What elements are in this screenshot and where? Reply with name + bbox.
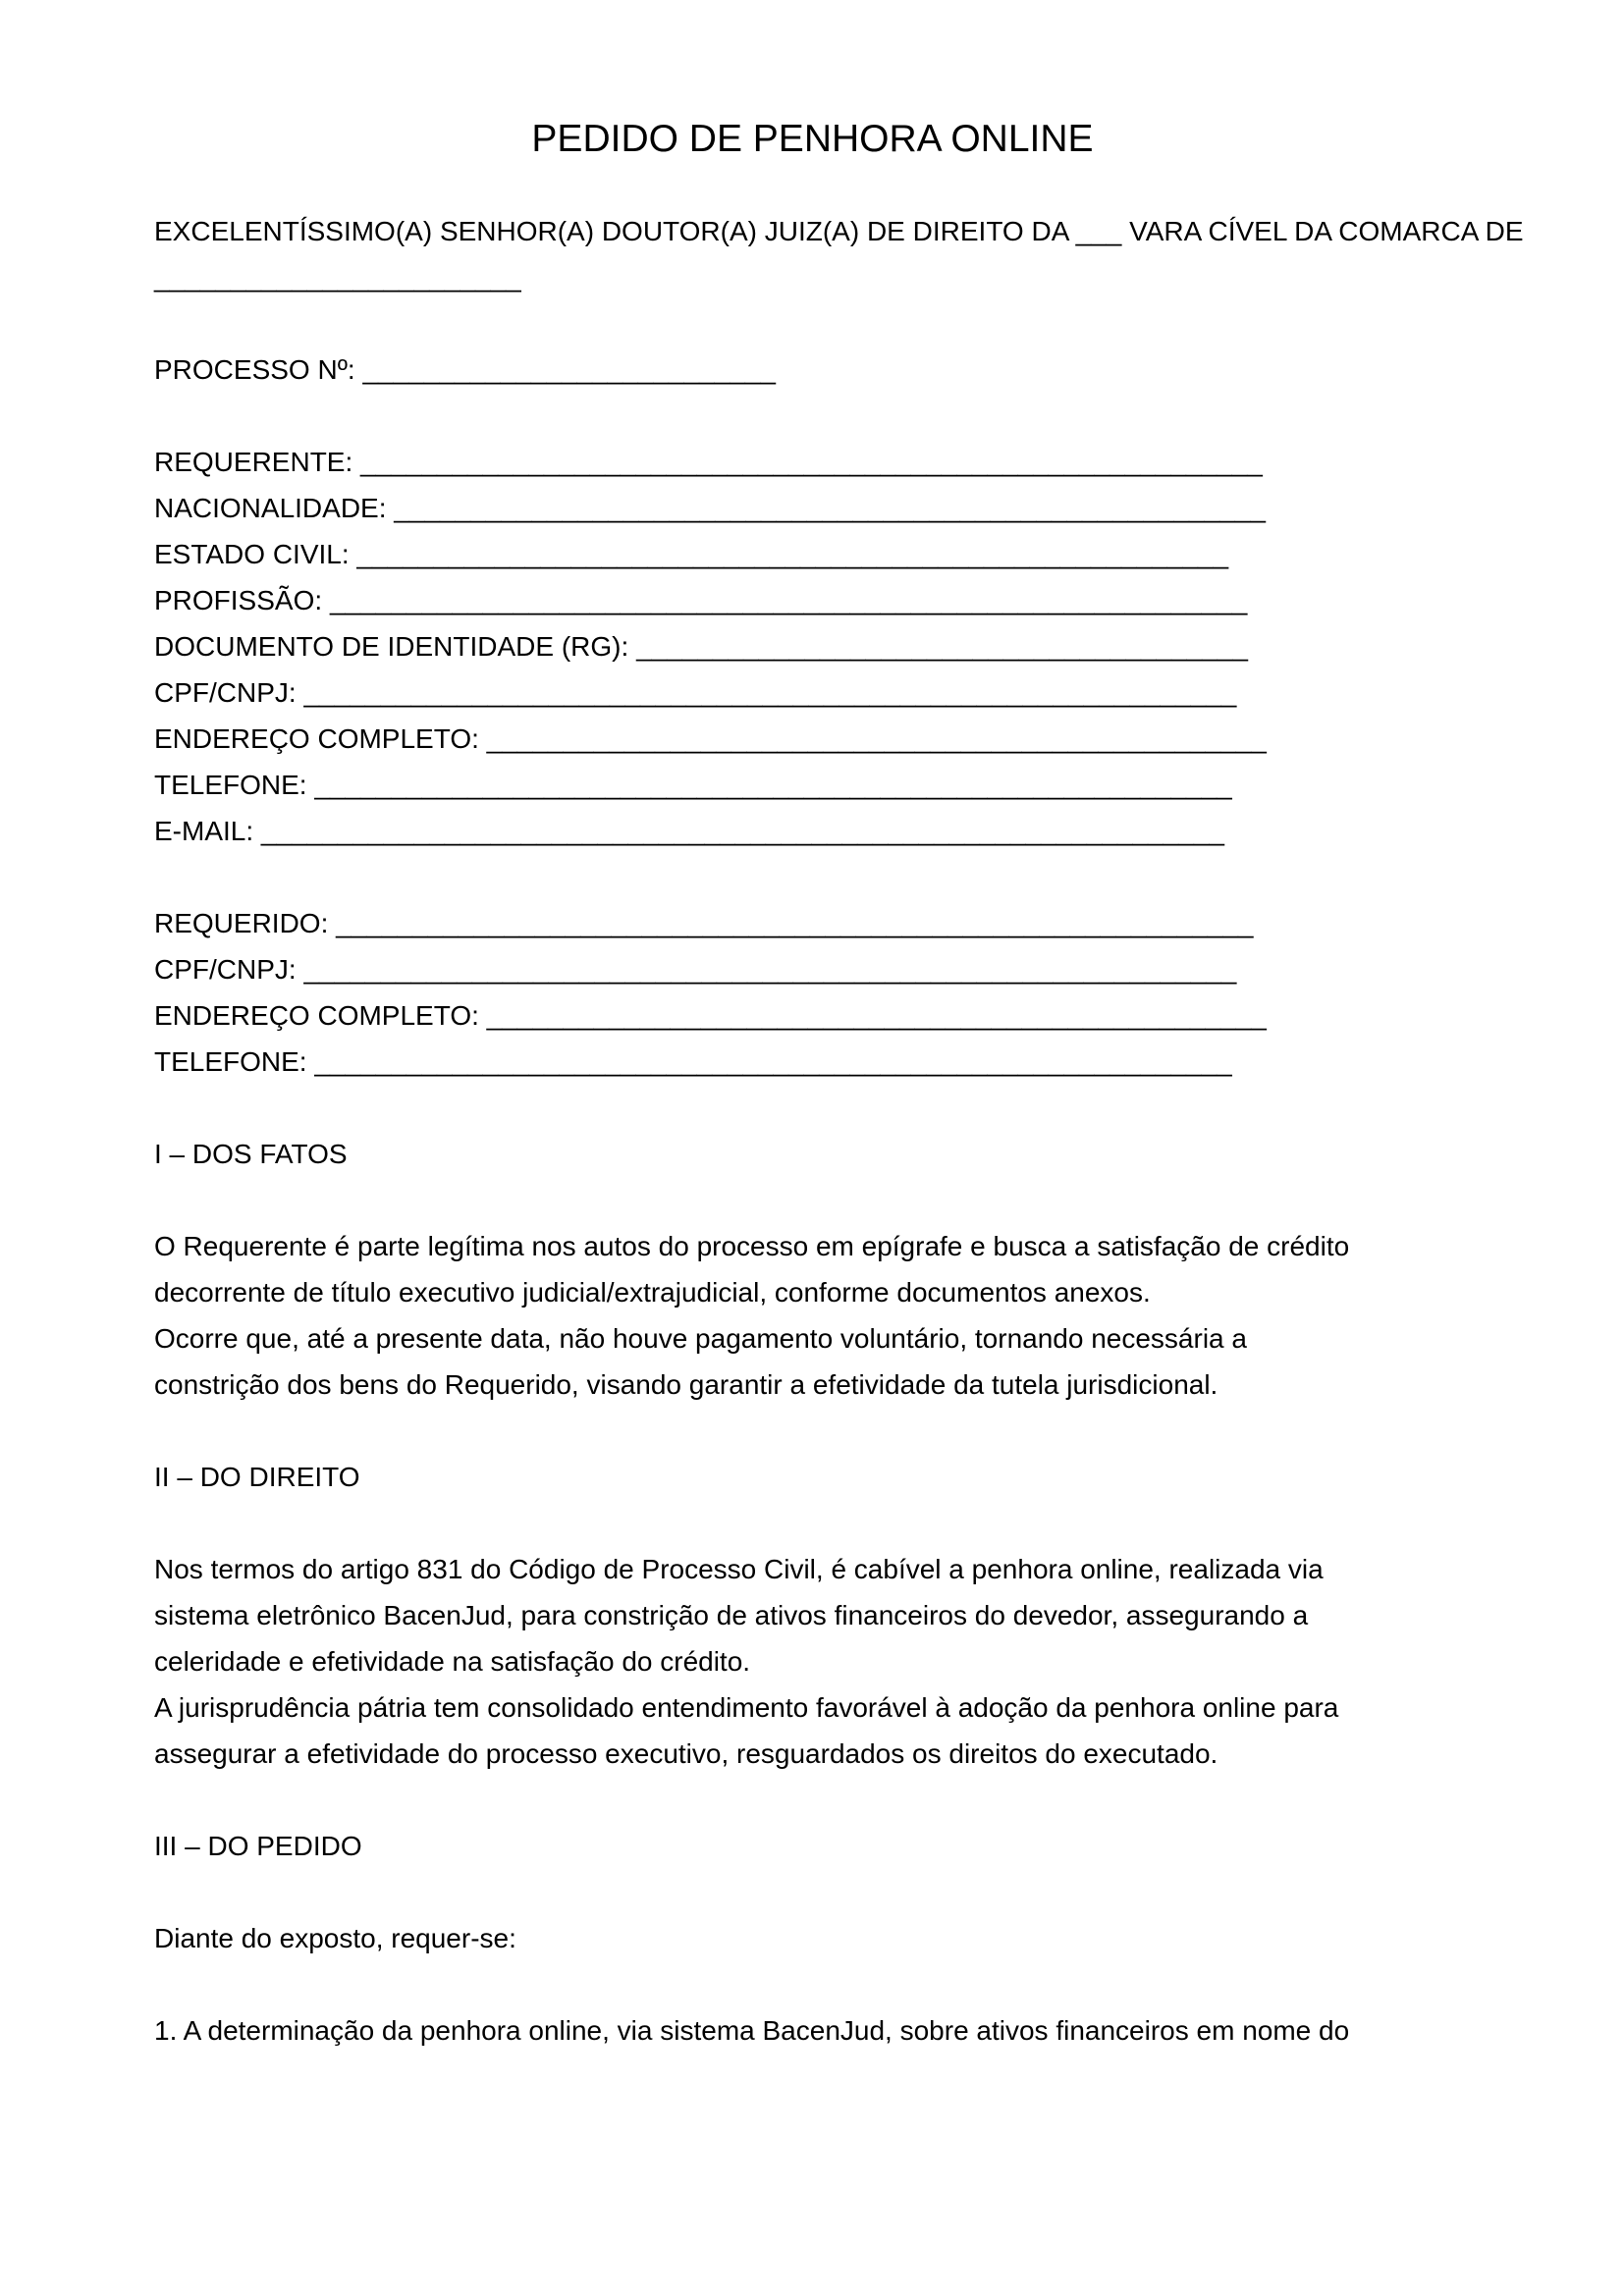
blank-line [154, 300, 1524, 347]
petition-item-1: 1. A determinação da penhora online, via sistema BacenJud, sobre ativos financeiros em nome do [154, 2015, 1350, 2046]
requerente-name-blank: ___________________________________________________________ [360, 447, 1263, 477]
requerente-cpf-field [154, 669, 1524, 716]
requerente-nationality-label: NACIONALIDADE: [154, 493, 387, 523]
paragraph-line: constrição dos bens do Requerido, visando garantir a efetividade da tutela jurisdicional. [154, 1369, 1218, 1400]
requerido-name-label: REQUERIDO: [154, 908, 329, 938]
blank-line [154, 854, 1524, 900]
requerente-email-blank: _______________________________________________________________ [260, 816, 1224, 846]
requerente-email-field [154, 808, 1524, 854]
blank-line [154, 1085, 1524, 1131]
paragraph-line: decorrente de título executivo judicial/extrajudicial, conforme documentos anexos. [154, 1277, 1151, 1308]
paragraph-line: O Requerente é parte legítima nos autos do processo em epígrafe e busca a satisfação de crédito [154, 1231, 1350, 1261]
requerente-cpf-blank: _____________________________________________________________ [303, 677, 1237, 708]
blank-line [154, 1177, 1524, 1223]
blank-line [154, 1869, 1524, 1915]
requerido-cpf-field [154, 946, 1524, 992]
requerente-profession-field [154, 577, 1524, 623]
paragraph-line: celeridade e efetividade na satisfação do crédito. [154, 1646, 751, 1677]
paragraph-line: sistema eletrônico BacenJud, para constrição de ativos financeiros do devedor, assegurando a [154, 1600, 1309, 1630]
requerido-address-blank: ___________________________________________________ [486, 1000, 1267, 1031]
requerente-address-blank: ___________________________________________________ [486, 723, 1267, 754]
requerido-cpf-blank: _____________________________________________________________ [303, 954, 1237, 985]
requerente-phone-field [154, 762, 1524, 808]
requerente-name-label: REQUERENTE: [154, 447, 353, 477]
requerente-profession-blank: ____________________________________________________________ [329, 585, 1248, 615]
blank-line [154, 393, 1524, 439]
blank-line [154, 1961, 1524, 2007]
requerente-marital-status-field [154, 531, 1524, 577]
requerente-rg-blank: ________________________________________ [636, 631, 1248, 662]
requerido-address-field [154, 992, 1524, 1039]
addressing-line-2: ________________________ [154, 262, 521, 293]
blank-line [154, 162, 1524, 208]
section-heading-do-direito: II – DO DIREITO [154, 1462, 360, 1492]
requerente-nationality-field [154, 485, 1524, 531]
requerente-phone-label: TELEFONE: [154, 770, 307, 800]
page-title: PEDIDO DE PENHORA ONLINE [531, 118, 1094, 160]
requerido-address-label: ENDEREÇO COMPLETO: [154, 1000, 479, 1031]
requerido-phone-label: TELEFONE: [154, 1046, 307, 1077]
requerente-cpf-label: CPF/CNPJ: [154, 677, 297, 708]
requerente-nationality-blank: _________________________________________________________ [394, 493, 1266, 523]
requerente-rg-field [154, 623, 1524, 669]
paragraph-line: Diante do exposto, requer-se: [154, 1923, 516, 1953]
paragraph-line: Ocorre que, até a presente data, não houve pagamento voluntário, tornando necessária a [154, 1323, 1247, 1354]
section-heading-dos-fatos: I – DOS FATOS [154, 1139, 348, 1169]
blank-line [154, 1500, 1524, 1546]
requerido-name-blank: ____________________________________________________________ [336, 908, 1254, 938]
paragraph-line: A jurisprudência pátria tem consolidado entendimento favorável à adoção da penhora online para [154, 1692, 1339, 1723]
requerido-cpf-label: CPF/CNPJ: [154, 954, 297, 985]
requerente-name-field [154, 439, 1524, 485]
paragraph-line: Nos termos do artigo 831 do Código de Processo Civil, é cabível a penhora online, realizada via [154, 1554, 1324, 1584]
requerido-phone-blank: ____________________________________________________________ [314, 1046, 1232, 1077]
process-number-label: PROCESSO Nº: [154, 354, 355, 385]
blank-line [154, 1408, 1524, 1454]
requerente-marital-status-label: ESTADO CIVIL: [154, 539, 350, 569]
requerente-profession-label: PROFISSÃO: [154, 585, 323, 615]
blank-line [154, 1777, 1524, 1823]
requerente-address-field [154, 716, 1524, 762]
addressing-line-1: EXCELENTÍSSIMO(A) SENHOR(A) DOUTOR(A) JUIZ(A) DE DIREITO DA ___ VARA CÍVEL DA COMARCA DE [154, 216, 1524, 246]
requerido-phone-field [154, 1039, 1524, 1085]
section-heading-do-pedido: III – DO PEDIDO [154, 1831, 362, 1861]
requerente-address-label: ENDEREÇO COMPLETO: [154, 723, 479, 754]
process-number-blank: ___________________________ [362, 354, 776, 385]
requerente-phone-blank: ____________________________________________________________ [314, 770, 1232, 800]
requerente-marital-status-blank: _________________________________________________________ [356, 539, 1229, 569]
requerente-rg-label: DOCUMENTO DE IDENTIDADE (RG): [154, 631, 629, 662]
process-number-field [154, 347, 1524, 393]
paragraph-line: assegurar a efetividade do processo executivo, resguardados os direitos do executado. [154, 1738, 1218, 1769]
requerente-email-label: E-MAIL: [154, 816, 254, 846]
requerido-name-field [154, 900, 1524, 946]
